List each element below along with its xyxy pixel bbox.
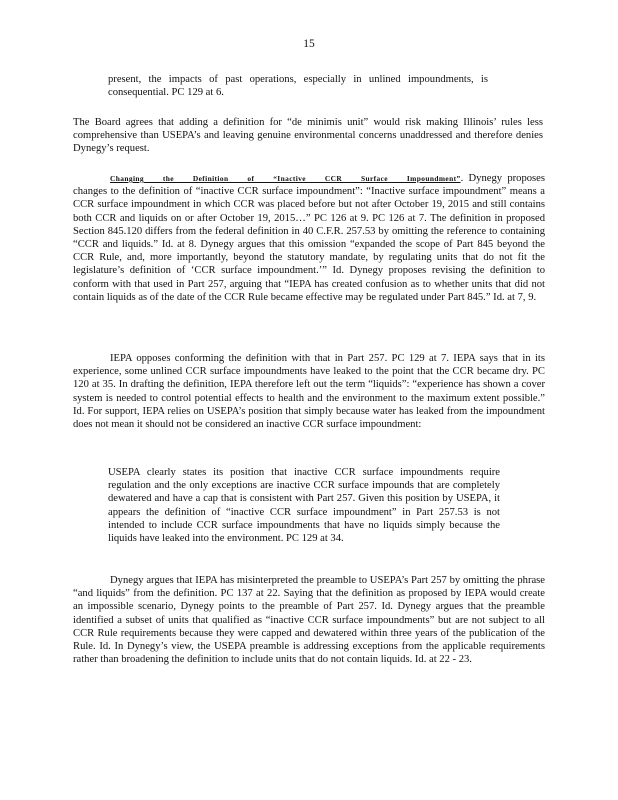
paragraph-dynegy-definition (73, 172, 545, 304)
paragraph-text: Dynegy argues that IEPA has misinterpreted the preamble to USEPA’s Part 257 by omitting the phrase “and liquids” from the definition. PC 137 at 22. Saying that the definition as proposed by IEPA would create an impossible scenario, Dynegy points to the preamble of Part 257. Id. Dynegy argues that the preamble identified a subset of units that qualified as “inactive CCR surface impoundments” but are not subject to all CCR Rule requirements because they were capped and dewatered within three years of the publication of the Rule. Id. In Dynegy’s view, the USEPA preamble is addressing exceptions from the applicable requirements rather than broadening the definition to include units that do not contain liquids. Id. at 22 - 23. (73, 575, 545, 666)
paragraph-dynegy-preamble (73, 574, 545, 666)
quote-text: USEPA clearly states its position that inactive CCR surface impoundments require regulation and the only exceptions are inactive CCR surface impounds that are completely dewatered and have a cap that is consistent with Part 257. Given this position by USEPA, it appears the definition of “inactive CCR surface impoundment” in Part 257.53 is not intended to include CCR surface impoundments that have no liquids simply because the liquids have leaked into the environment. PC 129 at 34. (108, 467, 500, 545)
paragraph-board (73, 116, 543, 156)
paragraph-iepa (73, 352, 545, 431)
paragraph-text: . Dynegy proposes changes to the definition of “inactive CCR surface impoundment”: “Inactive surface impoundment” means a CCR surface impoundment in which CCR was placed before but not after October 19, 2015 and still contains both CCR and liquids on or after October 19, 2015…” PC 126 at 9. PC 126 at 7. The definition in proposed Section 845.120 differs from the federal definition in 40 C.F.R. 257.53 by omitting the reference to containing “CCR and liquids.” Id. at 8. Dynegy argues that this omission “expanded the scope of Part 845 beyond the CCR Rule, and, more importantly, beyond the statutory mandate, by regulating units that do not fit the legislature’s definition of ‘CCR surface impoundment.’” Id. Dynegy proposes revising the definition to conform with that used in Part 257, arguing that “IEPA has created confusion as to whether units that did not contain liquids as of the date of the CCR Rule became effective may be regulated under Part 845.” Id. at 7, 9. (73, 173, 546, 303)
quote-text: present, the impacts of past operations, especially in unlined impoundments, is consequential. PC 129 at 6. (108, 74, 488, 99)
section-heading: Changing the Definition of “Inactive CCR Surface Impoundment” (110, 174, 461, 183)
block-quote-1 (108, 73, 488, 99)
paragraph-text: The Board agrees that adding a definition for “de minimis unit” would risk making Illinois’ rules less comprehensive than USEPA’s and leaving genuine environmental concerns unaddressed and therefore denies Dynegy’s request. (73, 117, 543, 155)
paragraph-text: IEPA opposes conforming the definition with that in Part 257. PC 129 at 7. IEPA says that in its experience, some unlined CCR surface impoundments have leaked to the point that the CCR became dry. PC 120 at 35. In drafting the definition, IEPA therefore left out the term “liquids”: “experience has shown a cover system is needed to control potential effects to health and the environment to the maximum extent possible.” Id. For support, IEPA relies on USEPA’s position that simply because water has leaked from the impoundment does not mean it should not be considered an inactive CCR surface impoundment: (73, 353, 545, 431)
page-number: 15 (303, 38, 315, 50)
block-quote-2 (108, 466, 500, 545)
